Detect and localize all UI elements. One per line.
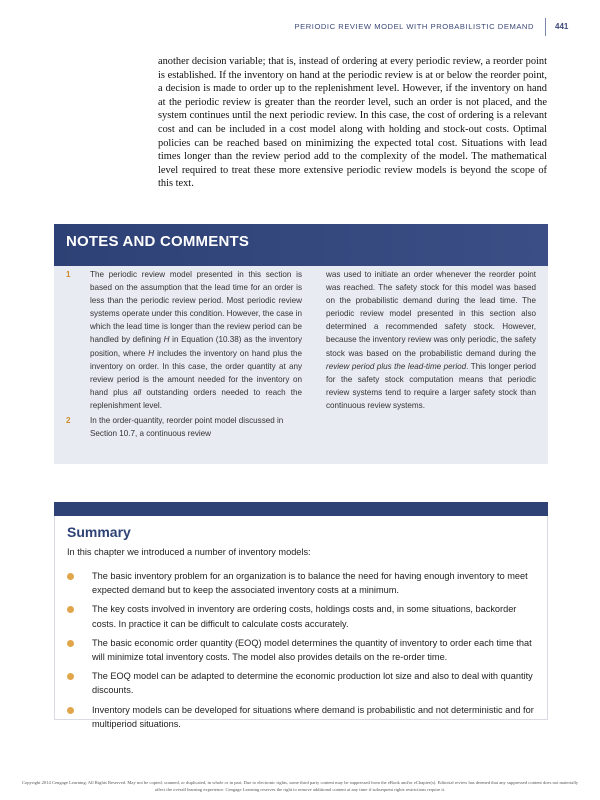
notes-column-right [326,268,536,412]
notes-header-bar [54,224,548,266]
body-paragraph: another decision variable; that is, instead of ordering at every periodic review, a reorder point is established. If the inventory on hand at the periodic review is at or below the reorder point, a decision is made to order up to the replenishment level. However, if the inventory on hand at the periodic review is greater than the reorder level, such an order is not placed, and the system continues until the next periodic review. In this case, the cost of ordering is a relevant cost and can be included in a cost model along with holding and stock-out costs. Optimal policies can be reached based on minimizing the expected total cost. Situations with lead times longer than the review period add to the complexity of the model. The mathematical level required to treat these more extensive periodic review models is beyond the scope of this text. [158,56,547,190]
summary-list [67,569,541,736]
running-head-divider [545,18,546,36]
summary-item [67,703,541,731]
note-1-part-a: The periodic review model presented in this section is based on the assumption that the lead time for an order is less than the periodic review period. Most periodic review systems operate under this condition. However, the case in which the lead time is longer than the review period can be handled by defining [90,270,302,345]
note-1-part-b: in Equation (10.38) as the inventory position, where [90,335,302,358]
running-head-title: PERIODIC REVIEW MODEL WITH PROBABILISTIC DEMAND [294,22,534,31]
notes-and-comments-box [54,224,548,464]
summary-intro: In this chapter we introduced a number of inventory models: [67,547,311,557]
bullet-icon [67,573,74,580]
note-1-part-d: outstanding orders needed to reach the replenishment level. [90,387,302,410]
note-text-1 [90,268,302,412]
summary-top-bar [54,502,548,516]
summary-item-text: Inventory models can be developed for situations where demand is probabilistic and not deterministic and for multiperiod situations. [92,704,534,729]
bullet-icon [67,606,74,613]
note-2-emphasis: review period plus the lead-time period [326,361,467,371]
summary-item [67,636,541,664]
note-1-variable-h-2: H [148,348,155,358]
summary-item-text: The EOQ model can be adapted to determine the economic production lot size and also to deal with quantity discounts. [92,671,533,696]
note-text-2 [326,268,536,412]
copyright-footer: Copyright 2014 Cengage Learning. All Rights Reserved. May not be copied, scanned, or duplicated, in whole or in part. Due to electronic rights, some third party content may be suppressed from the eBook and/or eChapter(s). Editorial review has deemed that any suppressed content does not materially affect the overall learning experience. Cengage Learning reserves the right to remove additional content at any time if subsequent rights restrictions require it. [21,780,579,792]
note-text-2-start: In the order-quantity, reorder point model discussed in Section 10.7, a continuous review [90,416,284,439]
summary-item-text: The basic inventory problem for an organization is to balance the need for having enough inventory to meet expected demand but to keep the associated inventory costs at a minimum. [92,571,528,596]
page-number: 441 [555,22,569,31]
note-1-variable-h: H [163,335,170,345]
bullet-icon [67,673,74,680]
bullet-icon [67,640,74,647]
summary-item [67,569,541,597]
note-item-1 [66,268,302,412]
summary-item-text: The basic economic order quantity (EOQ) model determines the quantity of inventory to order each time that will minimize total inventory costs. The model also provides details on the re-order time. [92,637,532,663]
summary-item [67,669,541,697]
summary-title: Summary [67,524,131,540]
note-number-1: 1 [66,270,71,279]
notes-column-left [66,268,302,440]
note-item-2-start [66,414,302,440]
note-1-part-c: includes the inventory on hand plus the inventory on order. In this case, the order quantity at any review period is the amount needed for the inventory on hand plus [90,348,302,397]
note-2-part-b: . This longer period for the safety stock computation means that periodic review systems tend to require a larger safety stock than continuous review systems. [326,361,536,410]
running-head [0,22,600,38]
note-number-2: 2 [66,416,71,426]
note-1-emphasis-all: all [133,387,142,397]
summary-box [54,502,548,729]
note-2-part-a: was used to initiate an order whenever the reorder point was reached. The safety stock for this model was based on the probabilistic demand during the lead time. The periodic review model presented in this section also determined a recommended safety stock. However, because the inventory review was only periodic, the safety stock was based on the probabilistic demand during the [326,270,536,358]
notes-title: NOTES AND COMMENTS [66,233,250,250]
summary-item-text: The key costs involved in inventory are ordering costs, holdings costs and, in some situations, backorder costs. In practice it can be difficult to calculate costs accurately. [92,604,517,629]
summary-item [67,602,541,630]
bullet-icon [67,707,74,714]
